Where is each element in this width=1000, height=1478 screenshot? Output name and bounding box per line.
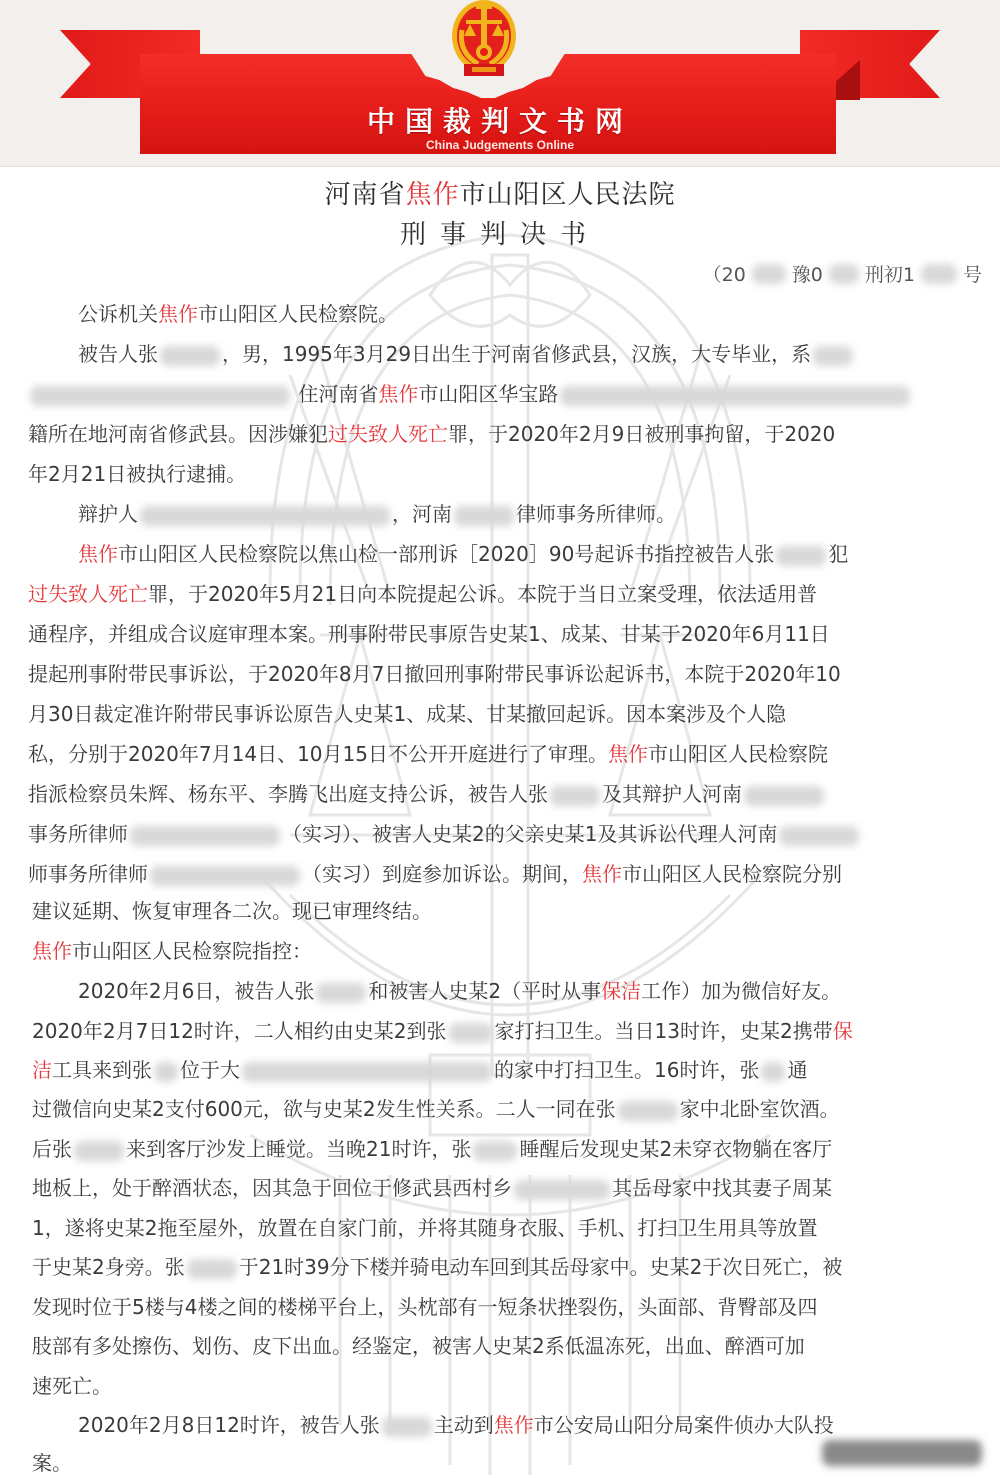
body-line xyxy=(32,1094,840,1124)
redacted xyxy=(74,1141,124,1161)
text-segment: ，河南 xyxy=(392,502,452,526)
body-line xyxy=(28,659,841,689)
text-segment: 住河南省 xyxy=(298,382,379,406)
text-segment: 建议延期、恢复审理各二次。现已审理终结。 xyxy=(32,899,432,923)
text-segment: （实习）到庭参加诉讼。期间， xyxy=(302,862,582,886)
redacted xyxy=(382,1417,432,1437)
defendant-line xyxy=(78,339,855,369)
redacted xyxy=(550,786,600,806)
text-segment: 刑初1 xyxy=(864,264,915,286)
body-line xyxy=(28,459,246,489)
text-segment: 公诉机关 xyxy=(78,302,158,326)
text-segment: 罪，于2020年5月21日向本院提起公诉。本院于当日立案受理，依法适用普 xyxy=(148,582,818,606)
text-segment: 罪，于2020年2月9日被刑事拘留，于2020 xyxy=(448,422,836,446)
text-segment: 焦作 xyxy=(32,939,72,963)
text-segment: 过失致人死亡 xyxy=(328,422,448,446)
text-segment: 及其辩护人河南 xyxy=(602,782,742,806)
text-segment: 于史某2身旁。张 xyxy=(32,1255,185,1279)
text-segment: 市山阳区人民检察院指控： xyxy=(72,939,312,963)
text-segment: 工具来到张 xyxy=(52,1058,152,1082)
redacted xyxy=(150,866,300,886)
redacted xyxy=(187,1259,237,1279)
text-segment: 2020年2月6日，被告人张 xyxy=(78,979,315,1003)
text-segment: 被告人张 xyxy=(78,342,158,366)
text-segment: 月30日裁定准许附带民事诉讼原告人史某1、成某、甘某撤回起诉。因本案涉及个人隐 xyxy=(28,702,787,726)
text-segment: 2020年2月8日12时许，被告人张 xyxy=(78,1413,380,1437)
text-segment: 焦作 xyxy=(405,180,460,210)
text-segment: 焦作 xyxy=(78,542,118,566)
redacted xyxy=(473,1141,517,1161)
text-segment: 家打扫卫生。当日13时许，史某2携带 xyxy=(494,1019,833,1043)
text-segment: 市山阳区人民检察院 xyxy=(647,742,828,766)
body-line xyxy=(32,1292,817,1322)
text-segment: 号 xyxy=(962,264,982,286)
text-segment: 通程序，并组成合议庭审理本案。刑事附带民事原告史某1、成某、甘某于2020年6月11日 xyxy=(28,622,830,646)
text-segment: 肢部有多处擦伤、划伤、皮下出血。经鉴定，被害人史某2系低温冻死，出血、醉酒可加 xyxy=(32,1334,805,1358)
redacted xyxy=(921,264,957,284)
text-segment: 工作）加为微信好友。 xyxy=(641,979,842,1003)
indictment-heading xyxy=(32,936,312,966)
text-segment: 其岳母家中找其妻子周某 xyxy=(612,1176,832,1200)
body-line xyxy=(78,539,848,569)
text-segment: 于21时39分下楼并骑电动车回到其岳母家中。史某2于次日死亡，被 xyxy=(238,1255,843,1279)
redacted xyxy=(30,386,290,406)
text-segment: 位于大 xyxy=(180,1058,240,1082)
text-segment: 的家中打扫卫生。16时许，张 xyxy=(494,1058,760,1082)
text-segment: 地板上，处于醉酒状态，因其急于回位于修武县西村乡 xyxy=(32,1176,512,1200)
redacted xyxy=(449,1023,493,1043)
body-line xyxy=(28,779,826,809)
body-line xyxy=(32,1331,805,1361)
text-segment: 河南省 xyxy=(324,180,406,210)
body-line xyxy=(32,1016,853,1046)
text-segment: 豫0 xyxy=(791,264,823,286)
redacted xyxy=(242,1062,492,1082)
text-segment: 年2月21日被执行逮捕。 xyxy=(28,462,247,486)
text-segment: （实习）、被害人史某2的父亲史某1及其诉讼代理人河南 xyxy=(282,822,778,846)
text-segment: 过失致人死亡 xyxy=(28,582,148,606)
body-line xyxy=(32,1173,832,1203)
text-segment: 事务所律师 xyxy=(28,822,128,846)
redacted xyxy=(454,506,514,526)
redaction-smudge xyxy=(822,1440,982,1466)
text-segment: 案。 xyxy=(32,1451,72,1475)
text-segment: 保洁 xyxy=(601,979,642,1003)
body-line xyxy=(28,619,830,649)
text-segment: 市山阳区人民检察院。 xyxy=(198,302,398,326)
redacted xyxy=(776,546,826,566)
redacted xyxy=(761,1062,785,1082)
prosecutor-line xyxy=(78,299,398,329)
body-line xyxy=(32,1448,72,1478)
body-line xyxy=(32,1213,817,1243)
redacted xyxy=(154,1062,178,1082)
text-segment: 来到客厅沙发上睡觉。当晚21时许，张 xyxy=(126,1137,472,1161)
text-segment: 市公安局山阳分局案件侦办大队投 xyxy=(533,1413,834,1437)
site-banner xyxy=(0,0,1000,167)
defense-counsel-line xyxy=(78,499,676,529)
text-segment: 提起刑事附带民事诉讼，于2020年8月7日撤回刑事附带民事诉讼起诉书，本院于2020年10 xyxy=(28,662,841,686)
body-line xyxy=(32,1134,832,1164)
redacted xyxy=(779,826,859,846)
redacted xyxy=(316,983,366,1003)
court-name xyxy=(0,174,1000,211)
redacted xyxy=(130,826,280,846)
text-segment: 睡醒后发现史某2未穿衣物躺在客厅 xyxy=(519,1137,833,1161)
body-line xyxy=(32,1371,112,1401)
text-segment: （20 xyxy=(702,264,746,286)
text-segment: 保 xyxy=(832,1019,853,1043)
body-line xyxy=(32,1252,842,1282)
text-segment: 私，分别于2020年7月14日、10月15日不公开开庭进行了审理。 xyxy=(28,742,608,766)
text-segment: 通 xyxy=(787,1058,808,1082)
text-segment: 市山阳区人民检察院分别 xyxy=(622,862,842,886)
text-segment: 焦作 xyxy=(378,382,419,406)
text-segment: 市山阳区人民法院 xyxy=(459,180,676,210)
case-number xyxy=(703,260,982,287)
text-segment: 师事务所律师 xyxy=(28,862,148,886)
body-line xyxy=(78,976,841,1006)
redacted xyxy=(813,346,853,366)
body-line xyxy=(28,819,861,849)
redacted xyxy=(618,1101,678,1121)
body-line xyxy=(28,579,817,609)
text-segment: 市山阳区华宝路 xyxy=(418,382,559,406)
address-line xyxy=(28,379,912,409)
text-segment: 1，遂将史某2拖至屋外，放置在自家门前，并将其随身衣服、手机、打扫卫生用具等放置 xyxy=(32,1216,818,1240)
redacted xyxy=(560,386,910,406)
redacted xyxy=(160,346,220,366)
document-type-title: 刑事判决书 xyxy=(399,220,600,250)
text-segment: 和被害人史某2（平时从事 xyxy=(368,979,602,1003)
body-line xyxy=(28,739,828,769)
text-segment: 速死亡。 xyxy=(32,1374,112,1398)
redacted xyxy=(140,506,390,526)
body-line xyxy=(32,1055,807,1085)
text-segment: 焦作 xyxy=(493,1413,534,1437)
text-segment: 辩护人 xyxy=(78,502,138,526)
text-segment: ，男，1995年3月29日出生于河南省修武县，汉族，大专毕业，系 xyxy=(222,342,812,366)
text-segment: 后张 xyxy=(32,1137,72,1161)
site-subtitle: China Judgements Online xyxy=(425,138,575,152)
site-title: 中国裁判文书网 xyxy=(366,105,633,138)
body-line xyxy=(78,1410,834,1440)
redacted xyxy=(829,264,859,284)
text-segment: 犯 xyxy=(828,542,849,566)
redacted xyxy=(752,264,786,284)
text-segment: 律师事务所律师。 xyxy=(516,502,676,526)
text-segment: 焦作 xyxy=(158,302,198,326)
text-segment: 家中北卧室饮酒。 xyxy=(679,1097,840,1121)
court-emblem-icon xyxy=(442,0,526,84)
text-segment: 主动到 xyxy=(433,1413,494,1437)
body-line xyxy=(28,859,842,889)
body-line xyxy=(28,699,786,729)
text-segment: 洁 xyxy=(32,1058,52,1082)
redacted xyxy=(744,786,824,806)
text-segment: 焦作 xyxy=(582,862,622,886)
text-segment: 过微信向史某2支付600元，欲与史某2发生性关系。二人一同在张 xyxy=(32,1097,616,1121)
text-segment: 发现时位于5楼与4楼之间的楼梯平台上，头枕部有一短条状挫裂伤，头面部、背臀部及四 xyxy=(32,1295,818,1319)
text-segment: 指派检察员朱辉、杨东平、李腾飞出庭支持公诉，被告人张 xyxy=(28,782,548,806)
text-segment: 市山阳区人民检察院以焦山检一部刑诉［2020］90号起诉书指控被告人张 xyxy=(118,542,775,566)
text-segment: 焦作 xyxy=(607,742,648,766)
text-segment: 籍所在地河南省修武县。因涉嫌犯 xyxy=(28,422,328,446)
body-line xyxy=(32,896,432,926)
text-segment: 2020年2月7日12时许，二人相约由史某2到张 xyxy=(32,1019,447,1043)
redacted xyxy=(514,1180,610,1200)
body-line xyxy=(28,419,835,449)
